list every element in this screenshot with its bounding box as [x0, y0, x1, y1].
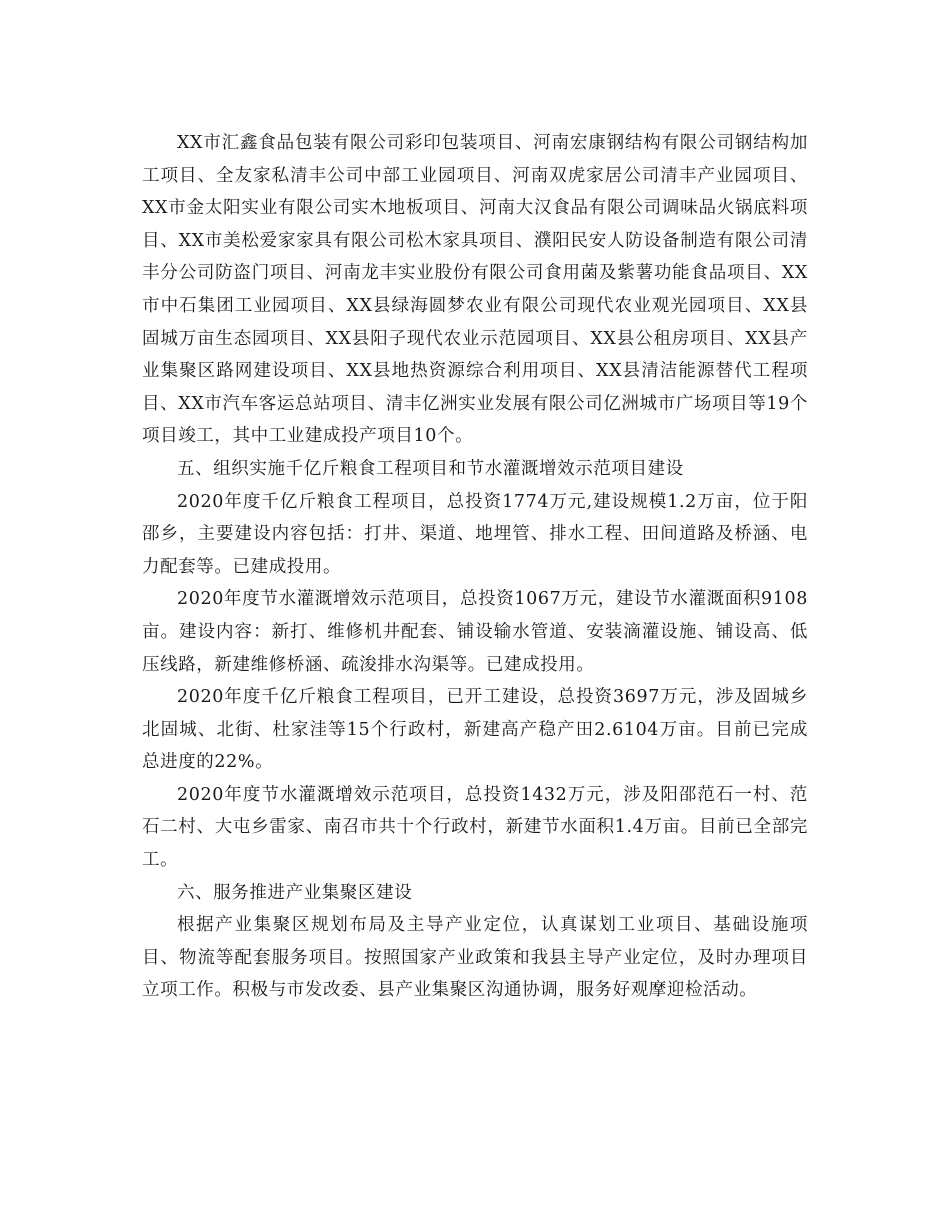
paragraph-irrigation-project-2: 2020年度节水灌溉增效示范项目，总投资1432万元，涉及阳邵范石一村、范石二村、大屯乡雷家、南召市共十个行政村，新建节水面积1.4万亩。目前已全部完工。 — [142, 784, 808, 871]
paragraph-irrigation-project-1: 2020年度节水灌溉增效示范项目，总投资1067万元，建设节水灌溉面积9108亩。建设内容：新打、维修机井配套、铺设输水管道、安装滴灌设施、铺设高、低压线路，新建维修桥涵、疏浚排水沟渠等。已建成投用。 — [142, 589, 808, 675]
section-heading-five: 五、组织实施千亿斤粮食工程项目和节水灌溉增效示范项目建设 — [177, 458, 684, 479]
document-page — [142, 127, 808, 1007]
section-heading-six: 六、服务推进产业集聚区建设 — [177, 882, 413, 903]
paragraph-industrial-cluster: 根据产业集聚区规划布局及主导产业定位，认真谋划工业项目、基础设施项目、物流等配套服务项目。按照国家产业政策和我县主导产业定位，及时办理项目立项工作。积极与市发改委、县产业集聚区沟通协调，服务好观摩迎检活动。 — [142, 915, 808, 1001]
paragraph-grain-project-2: 2020年度千亿斤粮食工程项目，已开工建设，总投资3697万元，涉及固城乡北固城、北街、杜家洼等15个行政村，新建高产稳产田2.6104万亩。目前已完成总进度的22%。 — [142, 687, 808, 773]
paragraph-grain-project-1: 2020年度千亿斤粮食工程项目，总投资1774万元,建设规模1.2万亩，位于阳邵乡，主要建设内容包括：打井、渠道、地埋管、排水工程、田间道路及桥涵、电力配套等。已建成投用。 — [142, 491, 808, 577]
paragraph-completed-projects: XX市汇鑫食品包装有限公司彩印包装项目、河南宏康钢结构有限公司钢结构加工项目、全友家私清丰公司中部工业园项目、河南双虎家居公司清丰产业园项目、XX市金太阳实业有限公司实木地板项目、河南大汉食品有限公司调味品火锅底料项目、XX市美松爱家家具有限公司松木家具项目、濮阳民安人防设备制造有限公司清丰分公司防盗门项目、河南龙丰实业股份有限公司食用菌及紫薯功能食品项目、XX市中石集团工业园项目、XX县绿海圆梦农业有限公司现代农业观光园项目、XX县固城万亩生态园项目、XX县阳子现代农业示范园项目、XX县公租房项目、XX县产业集聚区路网建设项目、XX县地热资源综合利用项目、XX县清洁能源替代工程项目、XX市汽车客运总站项目、清丰亿洲实业发展有限公司亿洲城市广场项目等19个项目竣工，其中工业建成投产项目10个。 — [142, 133, 808, 447]
